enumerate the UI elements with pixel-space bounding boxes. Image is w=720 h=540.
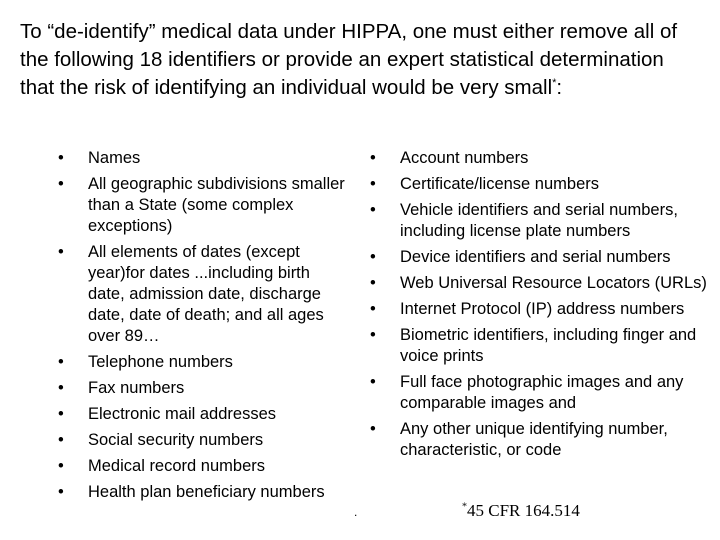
slide-title bbox=[20, 18, 700, 102]
list-item: • Device identifiers and serial numbers bbox=[370, 247, 710, 268]
footnote bbox=[462, 500, 580, 522]
list-item: • Social security numbers bbox=[58, 430, 348, 451]
list-item: • Telephone numbers bbox=[58, 352, 348, 373]
stray-dot: . bbox=[354, 505, 358, 519]
list-item: • Medical record numbers bbox=[58, 456, 348, 477]
footnote-text: 45 CFR 164.514 bbox=[467, 501, 580, 520]
list-item: • Names bbox=[58, 148, 348, 169]
list-item: • Web Universal Resource Locators (URLs) bbox=[370, 273, 710, 294]
list-item: • Account numbers bbox=[370, 148, 710, 169]
footnote-marker: * bbox=[462, 501, 467, 513]
list-item: • Fax numbers bbox=[58, 378, 348, 399]
list-item: • Full face photographic images and any comparable images and bbox=[370, 372, 710, 414]
list-item: • Electronic mail addresses bbox=[58, 404, 348, 425]
list-item: • Biometric identifiers, including finger and voice prints bbox=[370, 325, 710, 367]
title-text: To “de-identify” medical data under HIPPA, one must either remove all of the following 18 identifiers or provide an expert statistical determination that the risk of identifying an individual would be very small bbox=[20, 20, 678, 99]
list-item: • Health plan beneficiary numbers bbox=[58, 482, 348, 503]
list-item: • Any other unique identifying number, characteristic, or code bbox=[370, 419, 710, 461]
list-item: • Internet Protocol (IP) address numbers bbox=[370, 299, 710, 320]
list-item: • Certificate/license numbers bbox=[370, 174, 710, 195]
list-item: • Vehicle identifiers and serial numbers, including license plate numbers bbox=[370, 200, 710, 242]
identifier-list-right bbox=[370, 148, 710, 466]
list-item: • All elements of dates (except year)for dates ...including birth date, admission date, discharge date, date of death; and all ages over 89… bbox=[58, 242, 348, 347]
identifier-list-left bbox=[58, 148, 348, 508]
title-colon: : bbox=[556, 76, 563, 99]
title-footnote-marker: * bbox=[552, 77, 557, 90]
list-item: • All geographic subdivisions smaller than a State (some complex exceptions) bbox=[58, 174, 348, 237]
